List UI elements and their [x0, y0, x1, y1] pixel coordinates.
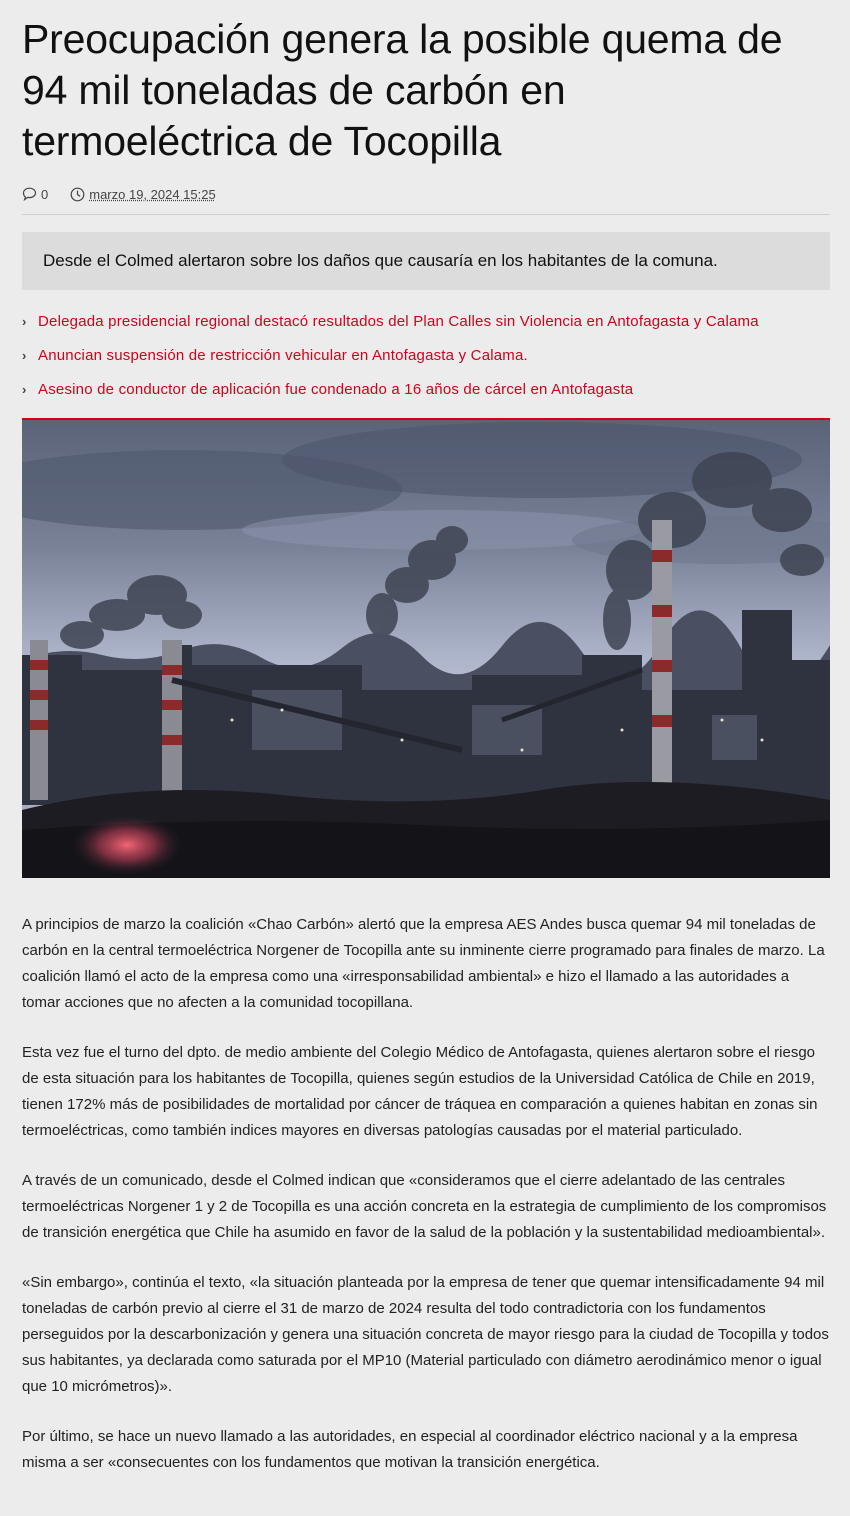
lead-text: Desde el Colmed alertaron sobre los daños que causaría en los habitantes de la comuna. [43, 251, 718, 270]
related-link[interactable]: Delegada presidencial regional destacó resultados del Plan Calles sin Violencia en Antofagasta y Calama [38, 312, 759, 330]
body-paragraph: Por último, se hace un nuevo llamado a las autoridades, en especial al coordinador eléctrico nacional y a la empresa misma a ser «consecuentes con los fundamentos que motivan la transición energética. [22, 1428, 798, 1471]
chevron-right-icon: › [22, 347, 27, 363]
clock-icon [70, 187, 85, 202]
related-link[interactable]: Anuncian suspensión de restricción vehicular en Antofagasta y Calama. [38, 346, 528, 364]
article-title: Preocupación genera la posible quema de 94 mil toneladas de carbón en termoeléctrica de Tocopilla [22, 16, 783, 164]
related-links [22, 304, 830, 406]
related-item [22, 304, 830, 338]
related-item [22, 372, 830, 406]
comment-count: 0 [41, 186, 49, 202]
featured-photo-power-plant [22, 420, 830, 878]
chevron-right-icon: › [22, 381, 27, 397]
article-meta [22, 183, 830, 205]
comments-link[interactable] [22, 187, 48, 202]
publish-date-text: marzo 19, 2024 15:25 [89, 186, 216, 202]
meta-divider [22, 214, 830, 215]
body-paragraph: Esta vez fue el turno del dpto. de medio ambiente del Colegio Médico de Antofagasta, quienes alertaron sobre el riesgo de esta situación para los habitantes de Tocopilla, quienes según estudios de la Universidad Católica de Chile en 2019, tienen 172% más de posibilidades de mortalidad por cáncer de tráquea en comparación a quienes habitan en zonas sin termoeléctricas, como también indices mayores en diversas patologías causadas por el material particulado. [22, 1044, 818, 1139]
article-lead [22, 232, 830, 290]
related-link[interactable]: Asesino de conductor de aplicación fue condenado a 16 años de cárcel en Antofagasta [38, 380, 634, 398]
publish-date [70, 187, 215, 202]
article [22, 0, 830, 1500]
comment-bubble-icon [22, 187, 37, 201]
body-paragraph: A principios de marzo la coalición «Chao Carbón» alertó que la empresa AES Andes busca quemar 94 mil toneladas de carbón en la central termoeléctrica Norgener de Tocopilla ante su inminente cierre programado para finales de marzo. La coalición llamó el acto de la empresa como una «irresponsabilidad ambiental» e hizo el llamado a las autoridades a tomar acciones que no afecten a la comunidad tocopillana. [22, 916, 825, 1011]
body-paragraph: «Sin embargo», continúa el texto, «la situación planteada por la empresa de tener que quemar intensificadamente 94 mil toneladas de carbón previo al cierre el 31 de marzo de 2024 resulta del todo contradictoria con los fundamentos perseguidos por la descarbonización y genera una situación concreta de mayor riesgo para la ciudad de Tocopilla y todos sus habitantes, ya declarada como saturada por el MP10 (Material particulado con diámetro aerodinámico menor o igual que 10 micrómetros)». [22, 1274, 829, 1395]
chevron-right-icon: › [22, 313, 27, 329]
body-paragraph: A través de un comunicado, desde el Colmed indican que «consideramos que el cierre adelantado de las centrales termoeléctricas Norgener 1 y 2 de Tocopilla es una acción concreta en la estrategia de cumplimiento de los compromisos de transición energética que Chile ha asumido en favor de la salud de la población y la sustentabilidad medioambiental». [22, 1172, 827, 1241]
related-item [22, 338, 830, 372]
article-body [22, 912, 830, 1476]
